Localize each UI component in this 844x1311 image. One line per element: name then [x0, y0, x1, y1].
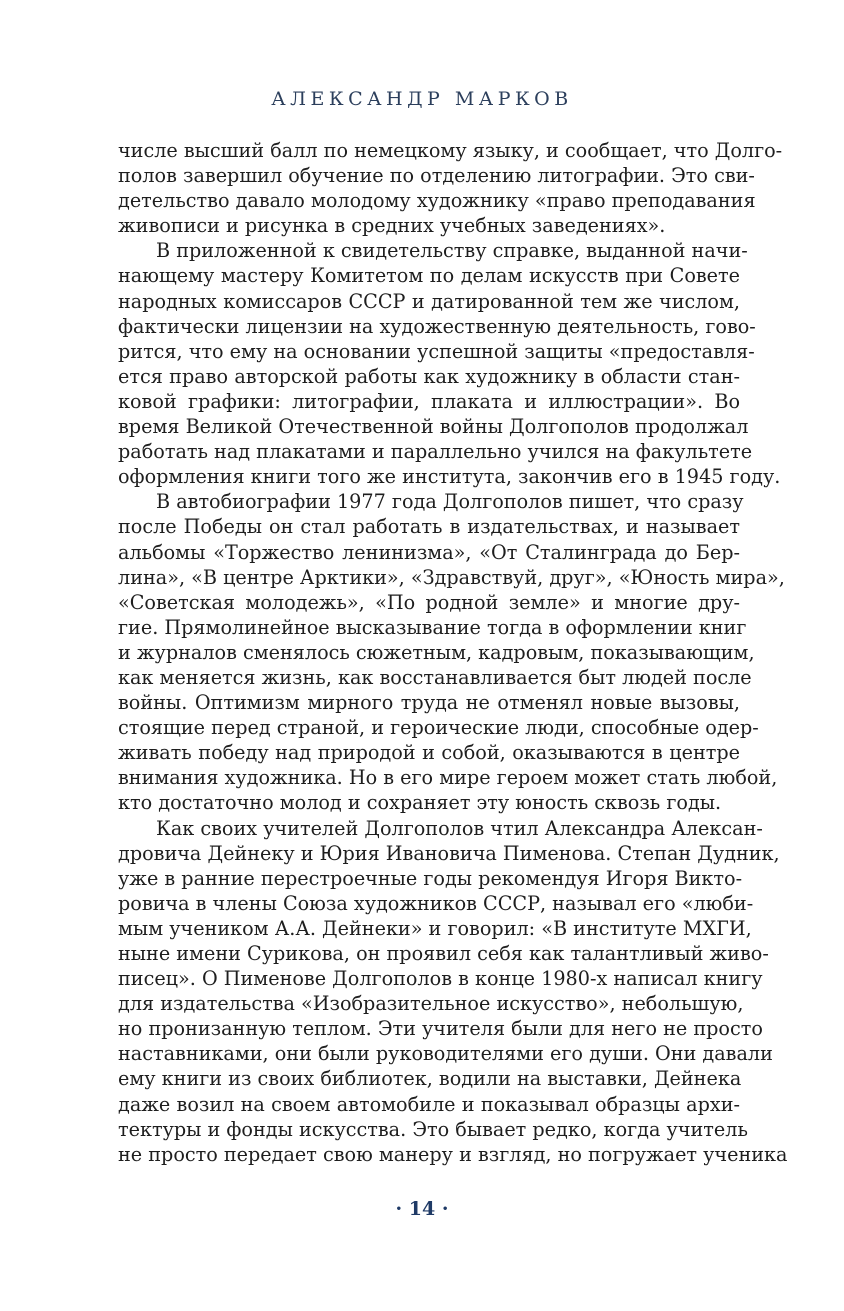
text-line: альбомы «Торжество ленинизма», «От Сталинграда до Бер-: [118, 540, 740, 564]
text-line: рится, что ему на основании успешной защиты «предоставля-: [118, 339, 755, 363]
text-line: писец». О Пименове Долгополов в конце 1980-х написал книгу: [118, 967, 763, 991]
body-text: [118, 138, 788, 1167]
text-line: стоящие перед страной, и героические люди, способные одер-: [118, 716, 759, 740]
text-line: дровича Дейнеку и Юрия Ивановича Пименова. Степан Дудник,: [118, 841, 780, 865]
text-line: нающему мастеру Комитетом по делам искусств при Совете: [118, 264, 740, 288]
text-line: не просто передает свою манеру и взгляд, но погружает ученика: [118, 1142, 788, 1166]
text-line: живать победу над природой и собой, оказываются в центре: [118, 741, 740, 765]
text-line: время Великой Отечественной войны Долгополов продолжал: [118, 415, 749, 439]
text-line: ется право авторской работы как художнику в области стан-: [118, 364, 740, 388]
paragraph-first-line: В автобиографии 1977 года Долгополов пишет, что сразу: [156, 490, 744, 514]
text-line: даже возил на своем автомобиле и показывал образцы архи-: [118, 1092, 740, 1116]
text-line: как меняется жизнь, как восстанавливается быт людей после: [118, 665, 752, 689]
text-line: ныне имени Сурикова, он проявил себя как талантливый живо-: [118, 942, 769, 965]
text-line: уже в ранние перестроечные годы рекомендуя Игоря Викто-: [118, 866, 743, 890]
text-line: мым учеником А.А. Дейнеки» и говорил: «В институте МХГИ,: [118, 916, 752, 940]
text-line: фактически лицензии на художественную деятельность, гово-: [118, 314, 756, 338]
text-line: народных комиссаров СССР и датированной тем же числом,: [118, 289, 740, 313]
text-line: войны. Оптимизм мирного труда не отменял новые вызовы,: [118, 691, 740, 715]
text-line: оформления книги того же института, закончив его в 1945 году.: [118, 465, 781, 489]
text-line: ровича в члены Союза художников СССР, называл его «люби-: [118, 891, 754, 915]
text-line: лина», «В центре Арктики», «Здравствуй, друг», «Юность мира»,: [118, 565, 785, 589]
text-line: детельство давало молодому художнику «право преподавания: [118, 189, 756, 213]
text-line: ему книги из своих библиотек, водили на выставки, Дейнека: [118, 1067, 742, 1091]
paragraph-first-line: Как своих учителей Долгополов чтил Александра Алексан-: [156, 816, 763, 840]
text-line: «Советская молодежь», «По родной земле» и многие дру-: [118, 590, 740, 614]
page-number: · 14 ·: [395, 1198, 449, 1220]
text-line: наставниками, они были руководителями его души. Они давали: [118, 1042, 773, 1066]
text-line: для издательства «Изобразительное искусство», небольшую,: [118, 992, 744, 1016]
text-line: кто достаточно молод и сохраняет эту юность сквозь годы.: [118, 791, 722, 815]
text-line: ковой графики: литографии, плаката и иллюстрации». Во: [118, 389, 740, 413]
text-line: внимания художника. Но в его мире героем может стать любой,: [118, 766, 778, 790]
paragraph-first-line: В приложенной к свидетельству справке, выданной начи-: [156, 239, 748, 263]
text-line: тектуры и фонды искусства. Это бывает редко, когда учитель: [118, 1117, 748, 1141]
text-line: после Победы он стал работать в издательствах, и называет: [118, 515, 740, 539]
text-line: работать над плакатами и параллельно учился на факультете: [118, 440, 753, 464]
text-line: но пронизанную теплом. Эти учителя были для него не просто: [118, 1017, 763, 1041]
text-line: полов завершил обучение по отделению литографии. Это сви-: [118, 164, 755, 188]
running-header: АЛЕКСАНДР МАРКОВ: [271, 88, 573, 110]
text-line: числе высший балл по немецкому языку, и сообщает, что Долго-: [118, 139, 783, 162]
text-line: гие. Прямолинейное высказывание тогда в оформлении книг: [118, 615, 747, 639]
text-line: живописи и рисунка в средних учебных заведениях».: [118, 214, 666, 238]
text-line: и журналов сменялось сюжетным, кадровым, показывающим,: [118, 640, 755, 664]
